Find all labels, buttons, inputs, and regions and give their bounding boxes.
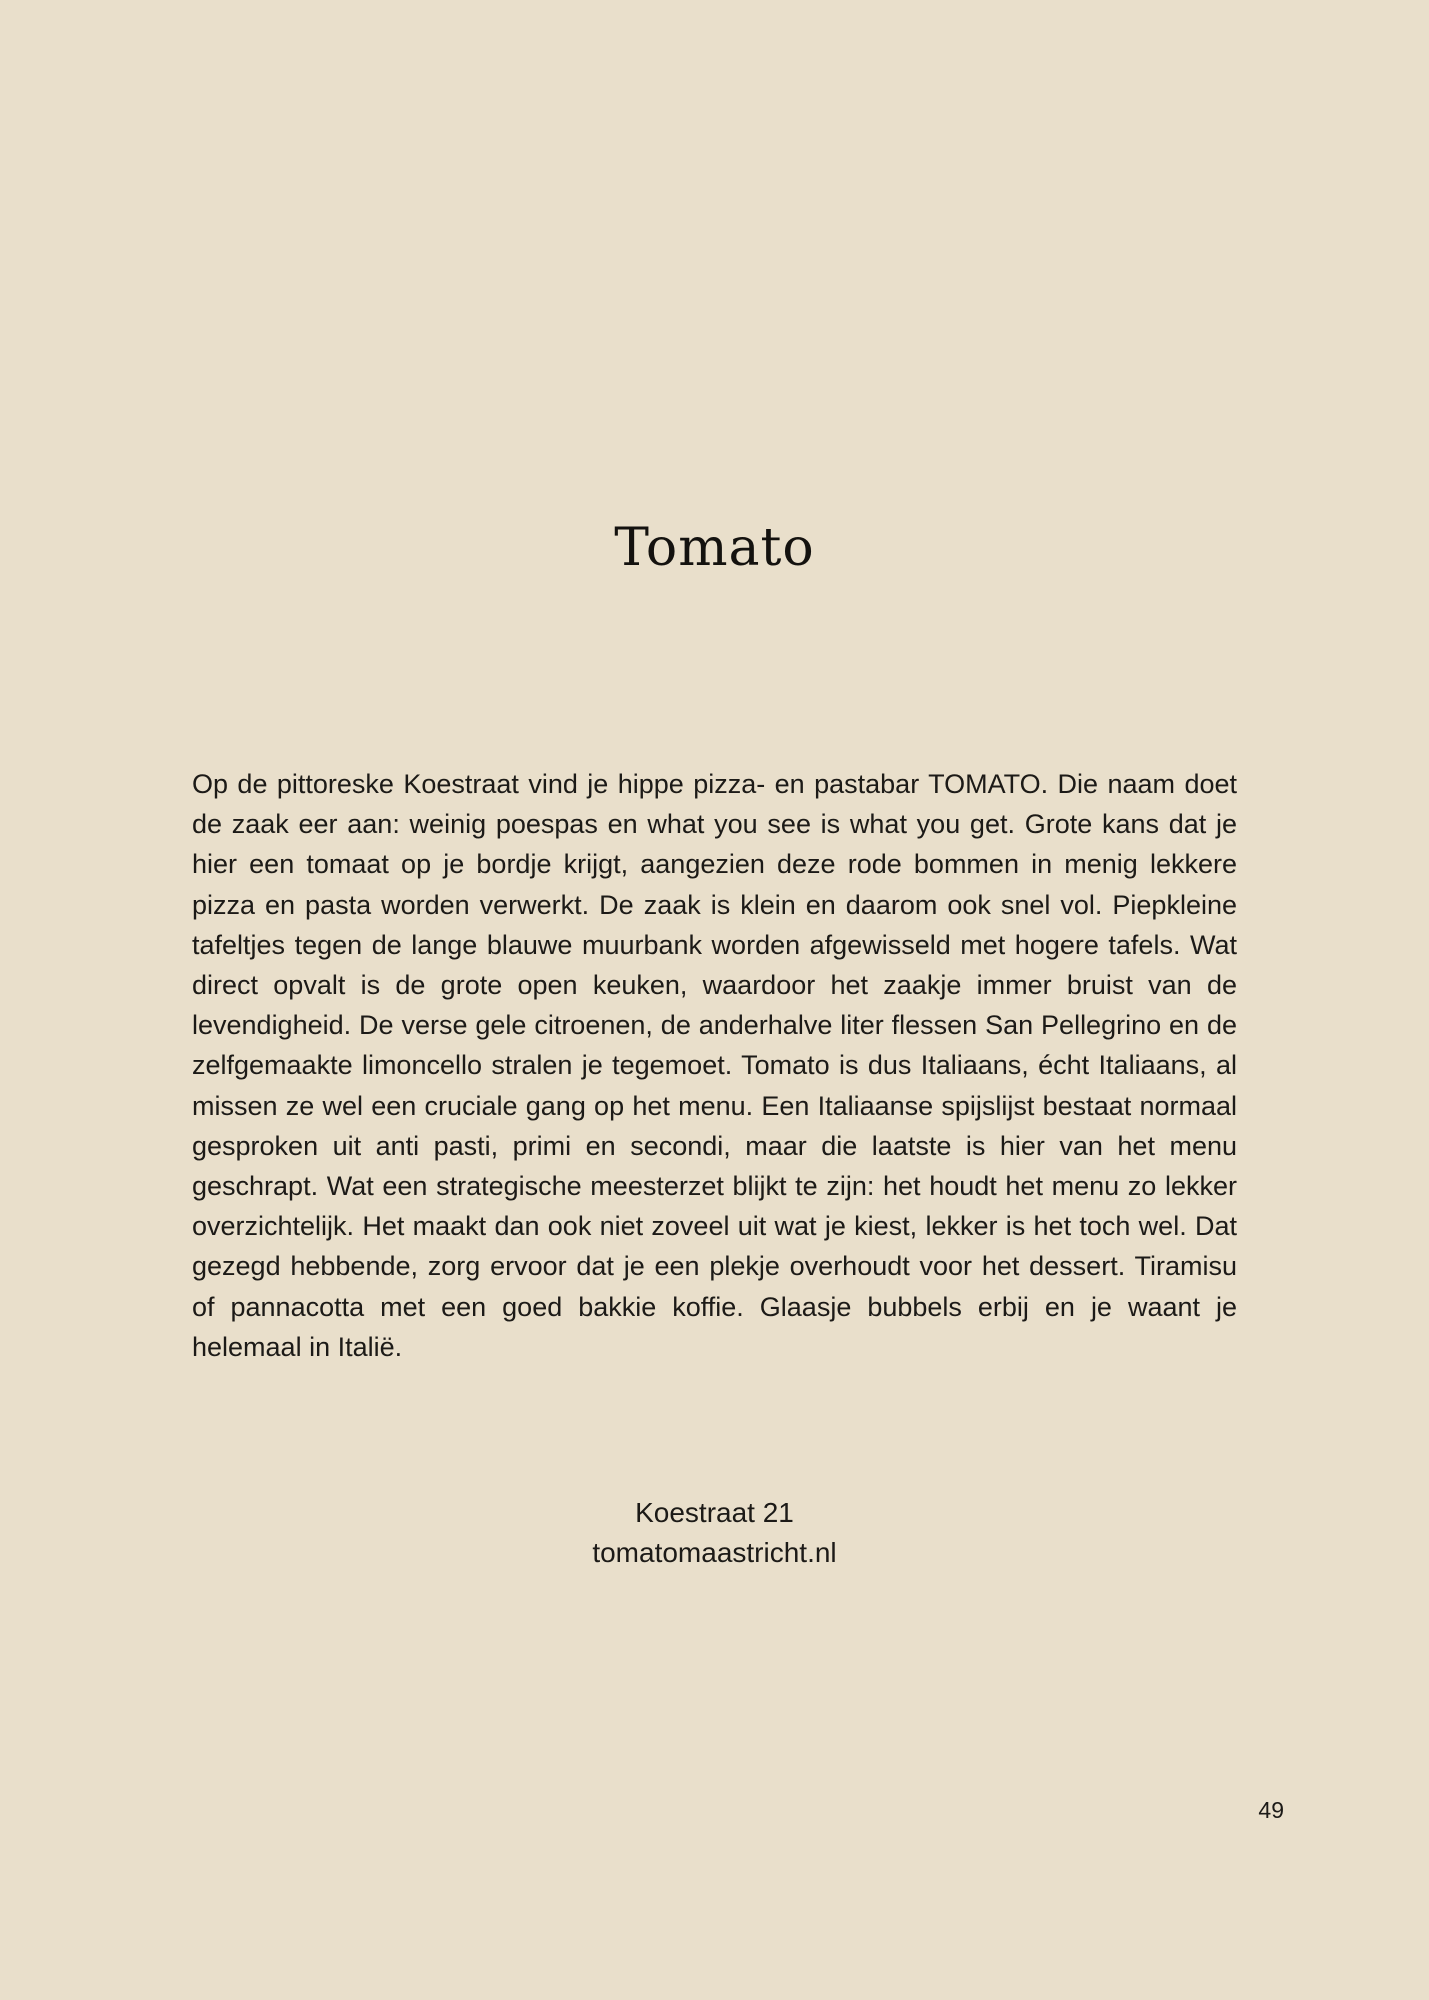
page-title: Tomato <box>614 518 815 578</box>
page-number: 49 <box>1258 1797 1284 1823</box>
street-address: Koestraat 21 <box>635 1497 794 1528</box>
article-body: Op de pittoreske Koestraat vind je hippe pizza- en pastabar TOMATO. Die naam doet de zaak eer aan: weinig poespas en what you see is what you get. Grote kans dat je hier een tomaat op je bordje krijgt, aangezien deze rode bommen in menig lekkere pizza en pasta worden verwerkt. De zaak is klein en daarom ook snel vol. Piepkleine tafeltjes tegen de lange blauwe muurbank worden afgewisseld met hogere tafels. Wat direct opvalt is de grote open keuken, waardoor het zaakje immer bruist van de levendigheid. De verse gele citroenen, de anderhalve liter flessen San Pellegrino en de zelfgemaakte limoncello stralen je tegemoet. Tomato is dus Italiaans, écht Italiaans, al missen ze wel een cruciale gang op het menu. Een Italiaanse spijslijst bestaat normaal gesproken uit anti pasti, primi en secondi, maar die laatste is hier van het menu geschrapt. Wat een strategische meesterzet blijkt te zijn: het houdt het menu zo lekker overzichtelijk. Het maakt dan ook niet zoveel uit wat je kiest, lekker is het toch wel. Dat gezegd hebbende, zorg ervoor dat je een plekje overhoudt voor het dessert. Tiramisu of pannacotta met een goed bakkie koffie. Glaasje bubbels erbij en je waant je helemaal in Italië. <box>192 769 1237 1362</box>
website-text: tomatomaastricht.nl <box>592 1537 837 1568</box>
contact-info <box>0 1493 1429 1573</box>
